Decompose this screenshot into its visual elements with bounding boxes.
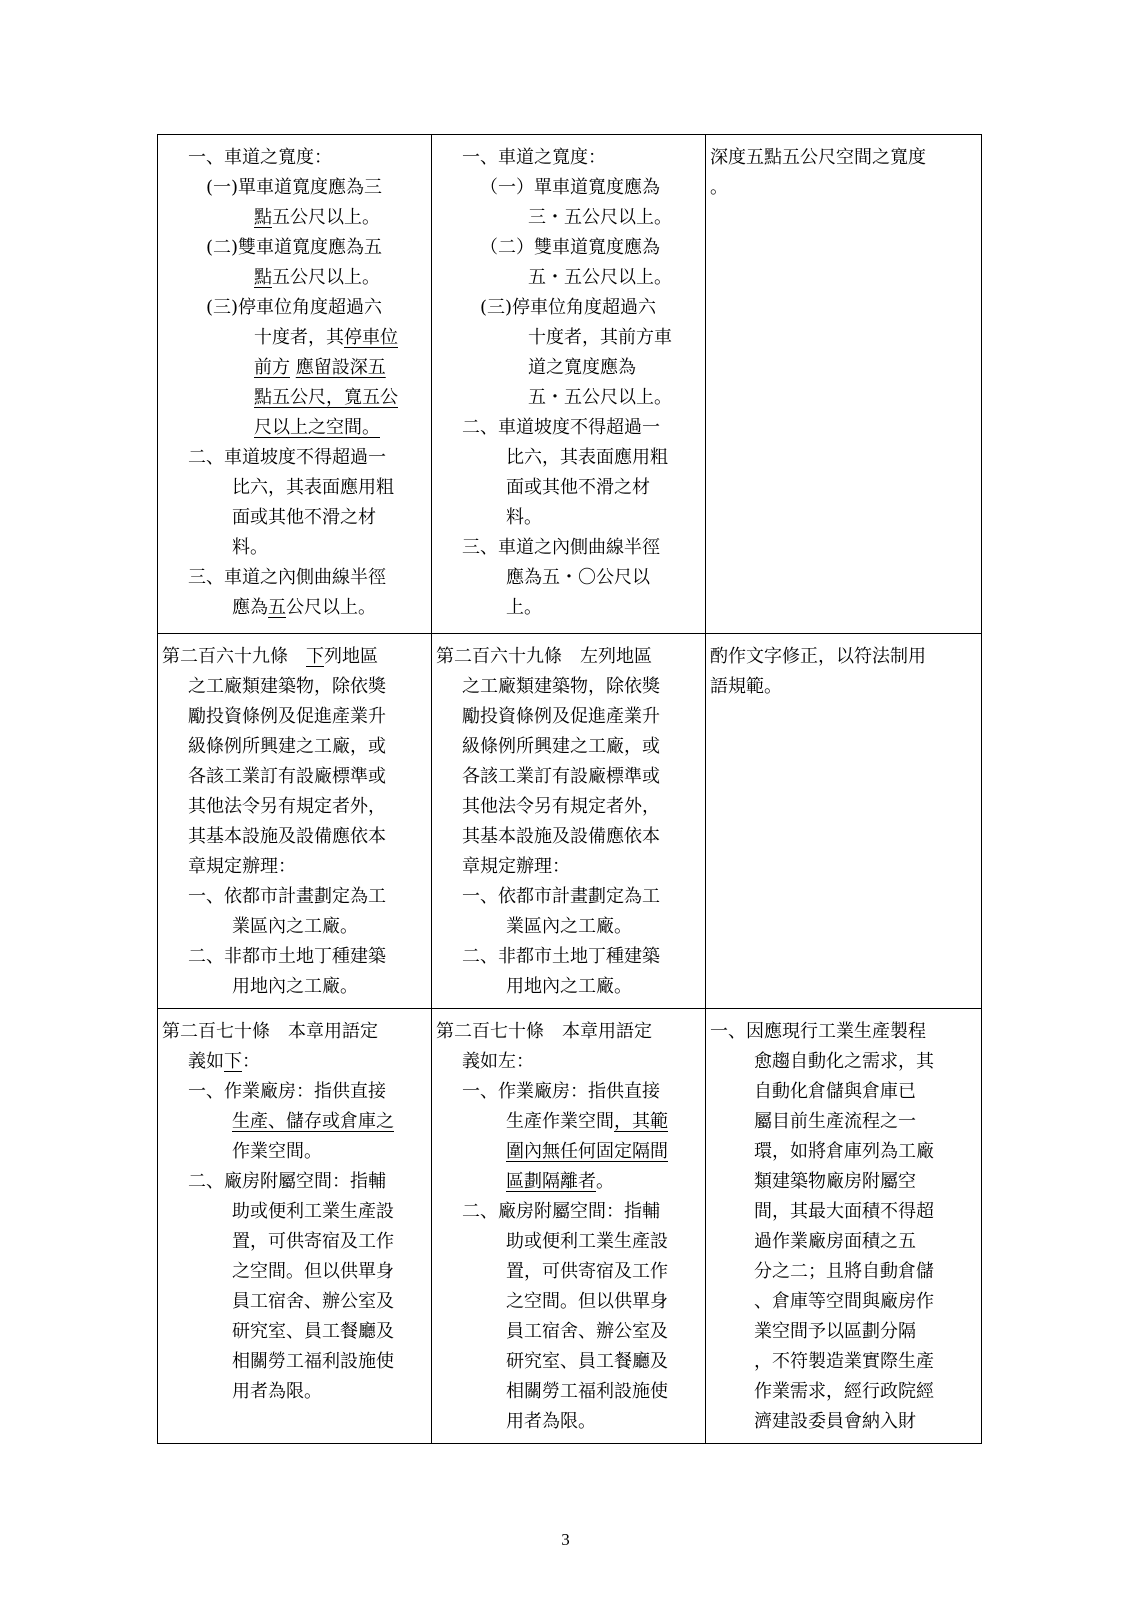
page-number: 3 (561, 1530, 570, 1549)
text-line (710, 1287, 977, 1317)
text-line (436, 203, 701, 233)
text-line (162, 1077, 427, 1107)
text-segment: (三)停車位角度超過六 (206, 297, 383, 318)
text-line (436, 672, 701, 702)
text-segment: 道之寬度應為 (528, 357, 636, 378)
text-segment: 五公尺以上。 (272, 267, 380, 288)
text-line (162, 173, 427, 203)
text-line (436, 1197, 701, 1227)
text-line (436, 143, 701, 173)
text-line (710, 1377, 977, 1407)
text-segment: 級條例所興建之工廠，或 (188, 736, 386, 757)
explanation-cell (706, 135, 982, 634)
text-segment: 其基本設施及設備應依本 (188, 826, 386, 847)
text-line (436, 233, 701, 263)
text-line (162, 143, 427, 173)
text-line (436, 293, 701, 323)
text-segment: 三・五公尺以上。 (528, 207, 672, 228)
text-line (710, 642, 977, 672)
text-segment: 一、車道之寬度： (188, 147, 332, 168)
text-segment: 一、依都市計畫劃定為工 (462, 886, 660, 907)
text-segment: 十度者，其 (254, 327, 344, 348)
text-line (162, 942, 427, 972)
text-line (436, 323, 701, 353)
text-line (436, 263, 701, 293)
text-line (436, 1137, 701, 1167)
text-segment: 二、廠房附屬空間：指輔 (462, 1201, 660, 1222)
text-line (436, 383, 701, 413)
text-line (162, 672, 427, 702)
text-line (162, 233, 427, 263)
text-line (710, 1197, 977, 1227)
text-segment: 章規定辦理： (188, 856, 296, 877)
text-segment: 生產作業空間 (506, 1111, 614, 1132)
text-line (162, 912, 427, 942)
text-line (436, 593, 701, 623)
text-segment: 濟建設委員會納入財 (754, 1411, 916, 1432)
text-line (436, 1047, 701, 1077)
text-segment: 過作業廠房面積之五 (754, 1231, 916, 1252)
text-line (436, 1077, 701, 1107)
text-segment: 研究室、員工餐廳及 (506, 1351, 668, 1372)
amended-text-cell (158, 1009, 432, 1444)
underlined-text: 點 (254, 207, 272, 228)
text-segment: 助或便利工業生產設 (506, 1231, 668, 1252)
underlined-text: 應留設深五 (295, 357, 386, 378)
text-line (162, 882, 427, 912)
table-row (158, 135, 982, 634)
text-line (710, 1317, 977, 1347)
text-line (710, 143, 977, 173)
text-segment: 業空間予以區劃分隔 (754, 1321, 916, 1342)
text-segment: 其他法令另有規定者外， (462, 796, 660, 817)
text-segment: 三、車道之內側曲線半徑 (462, 537, 660, 558)
underlined-text: 下 (224, 1051, 242, 1072)
text-segment: 章規定辦理： (462, 856, 570, 877)
text-segment: 料。 (506, 507, 542, 528)
text-line (162, 473, 427, 503)
comparison-table (157, 134, 982, 1444)
text-line (162, 593, 427, 623)
text-line (436, 1377, 701, 1407)
text-segment: 員工宿舍、辦公室及 (232, 1291, 394, 1312)
underlined-text: 五 (268, 597, 286, 618)
text-line (710, 1017, 977, 1047)
text-segment: 作業需求，經行政院經 (754, 1381, 934, 1402)
text-segment: 用地內之工廠。 (232, 976, 358, 997)
text-line (162, 533, 427, 563)
text-segment: 二、車道坡度不得超過一 (462, 417, 660, 438)
text-segment: 助或便利工業生產設 (232, 1201, 394, 1222)
text-segment: 語規範。 (710, 676, 782, 697)
text-segment: 級條例所興建之工廠，或 (462, 736, 660, 757)
text-segment: 業區內之工廠。 (232, 916, 358, 937)
text-segment: (一)單車道寬度應為三 (206, 177, 383, 198)
text-segment: (二)雙車道寬度應為五 (206, 237, 383, 258)
text-segment: 第二百六十九條 (162, 646, 306, 667)
text-line (710, 1107, 977, 1137)
text-segment: 之工廠類建築物，除依獎 (188, 676, 386, 697)
text-segment: 五・五公尺以上。 (528, 267, 672, 288)
text-segment: 之工廠類建築物，除依獎 (462, 676, 660, 697)
text-segment: 二、車道坡度不得超過一 (188, 447, 386, 468)
text-line (162, 762, 427, 792)
text-segment: 各該工業訂有設廠標準或 (462, 766, 660, 787)
text-line (162, 1107, 427, 1137)
text-segment: 作業空間。 (232, 1141, 322, 1162)
text-segment: 勵投資條例及促進產業升 (462, 706, 660, 727)
text-line (162, 792, 427, 822)
amended-text-cell (158, 634, 432, 1009)
text-segment: 、倉庫等空間與廠房作 (754, 1291, 934, 1312)
text-segment: 一、作業廠房：指供直接 (188, 1081, 386, 1102)
text-line (436, 822, 701, 852)
text-line (162, 1317, 427, 1347)
text-segment: 比六，其表面應用粗 (506, 447, 668, 468)
text-line (436, 762, 701, 792)
text-segment: 一、依都市計畫劃定為工 (188, 886, 386, 907)
text-segment: 面或其他不滑之材 (506, 477, 650, 498)
text-line (436, 1227, 701, 1257)
text-line (436, 852, 701, 882)
text-line (162, 203, 427, 233)
text-segment: 二、非都市土地丁種建築 (462, 946, 660, 967)
text-segment: 二、廠房附屬空間：指輔 (188, 1171, 386, 1192)
text-segment: 公尺以上。 (286, 597, 376, 618)
text-line (710, 1227, 977, 1257)
text-segment: 間，其最大面積不得超 (754, 1201, 934, 1222)
text-line (162, 1347, 427, 1377)
underlined-text: 生產 (232, 1111, 268, 1132)
text-segment: 。 (710, 177, 728, 198)
text-line (162, 263, 427, 293)
text-segment: 之空間。但以供單身 (232, 1261, 394, 1282)
text-line (710, 1047, 977, 1077)
table-row (158, 1009, 982, 1444)
text-segment: 自動化倉儲與倉庫已 (754, 1081, 916, 1102)
text-segment: 用者為限。 (506, 1411, 596, 1432)
text-line (162, 353, 427, 383)
text-line (162, 1017, 427, 1047)
text-segment: ： (242, 1051, 260, 1072)
text-line (710, 1257, 977, 1287)
explanation-cell (706, 1009, 982, 1444)
underlined-text: 下 (306, 646, 324, 667)
text-segment: 相關勞工福利設施使 (232, 1351, 394, 1372)
text-line (710, 672, 977, 702)
text-line (436, 1167, 701, 1197)
text-segment: 用者為限。 (232, 1381, 322, 1402)
text-line (162, 732, 427, 762)
text-line (162, 323, 427, 353)
text-line (162, 383, 427, 413)
text-line (436, 413, 701, 443)
underlined-text: 尺以上之空間。 (254, 417, 380, 438)
text-segment: 二、非都市土地丁種建築 (188, 946, 386, 967)
text-line (436, 533, 701, 563)
text-line (162, 1047, 427, 1077)
text-line (436, 1407, 701, 1437)
text-segment: 研究室、員工餐廳及 (232, 1321, 394, 1342)
text-line (436, 1017, 701, 1047)
text-line (436, 792, 701, 822)
text-segment: 其基本設施及設備應依本 (462, 826, 660, 847)
text-segment: 屬目前生產流程之一 (754, 1111, 916, 1132)
text-segment: 三、車道之內側曲線半徑 (188, 567, 386, 588)
text-line (436, 942, 701, 972)
text-segment: 分之二；且將自動倉儲 (754, 1261, 934, 1282)
text-line (162, 1287, 427, 1317)
text-line (436, 912, 701, 942)
text-line (436, 1287, 701, 1317)
text-segment: 類建築物廠房附屬空 (754, 1171, 916, 1192)
text-line (162, 972, 427, 1002)
text-segment: 用地內之工廠。 (506, 976, 632, 997)
text-line (162, 443, 427, 473)
text-line (710, 173, 977, 203)
original-text-cell (432, 135, 706, 634)
text-line (436, 473, 701, 503)
explanation-cell (706, 634, 982, 1009)
text-line (436, 173, 701, 203)
underlined-text: 停車位 (344, 327, 398, 348)
text-line (162, 702, 427, 732)
text-line (162, 852, 427, 882)
text-line (436, 1107, 701, 1137)
text-segment: 其他法令另有規定者外， (188, 796, 386, 817)
text-segment: 業區內之工廠。 (506, 916, 632, 937)
text-line (162, 413, 427, 443)
text-segment: 員工宿舍、辦公室及 (506, 1321, 668, 1342)
text-line (436, 882, 701, 912)
text-segment: 應為 (232, 597, 268, 618)
text-line (710, 1137, 977, 1167)
text-segment: 置，可供寄宿及工作 (232, 1231, 394, 1252)
text-segment: 十度者，其前方車 (528, 327, 672, 348)
text-line (710, 1347, 977, 1377)
underlined-text: 圍內無任何固定隔間 (506, 1141, 668, 1162)
text-segment: 環，如將倉庫列為工廠 (754, 1141, 934, 1162)
text-line (162, 563, 427, 593)
text-line (436, 972, 701, 1002)
underlined-text: 區劃隔離者 (506, 1171, 596, 1192)
text-line (162, 503, 427, 533)
text-segment: 勵投資條例及促進產業升 (188, 706, 386, 727)
text-segment: 深度五點五公尺空間之寬度 (710, 147, 926, 168)
text-segment: 酌作文字修正，以符法制用 (710, 646, 926, 667)
original-text-cell (432, 1009, 706, 1444)
text-line (710, 1407, 977, 1437)
text-line (436, 1257, 701, 1287)
text-line (162, 1227, 427, 1257)
underlined-text: 點 (254, 267, 272, 288)
text-segment: 五公尺以上。 (272, 207, 380, 228)
text-segment: 上。 (506, 597, 542, 618)
text-segment: (三)停車位角度超過六 (480, 297, 657, 318)
text-segment: 第二百七十條 本章用語定 (436, 1021, 652, 1042)
text-segment: 。 (596, 1171, 614, 1192)
text-segment: ，不符製造業實際生產 (754, 1351, 934, 1372)
text-segment: 愈趨自動化之需求，其 (754, 1051, 934, 1072)
text-line (162, 642, 427, 672)
original-text-cell (432, 634, 706, 1009)
underlined-text: 點五公尺，寬五公 (254, 387, 398, 408)
text-line (436, 702, 701, 732)
text-segment: 第二百七十條 本章用語定 (162, 1021, 378, 1042)
text-line (436, 642, 701, 672)
text-line (436, 353, 701, 383)
text-line (710, 1167, 977, 1197)
text-line (162, 293, 427, 323)
text-segment: 相關勞工福利設施使 (506, 1381, 668, 1402)
underlined-text: 、儲存或倉庫之 (268, 1111, 394, 1132)
text-line (162, 1377, 427, 1407)
text-line (162, 1257, 427, 1287)
amended-text-cell (158, 135, 432, 634)
text-line (436, 503, 701, 533)
text-line (162, 1197, 427, 1227)
underlined-text: ，其範 (614, 1111, 668, 1132)
text-segment: 一、車道之寬度： (462, 147, 606, 168)
text-line (436, 563, 701, 593)
text-segment: 之空間。但以供單身 (506, 1291, 668, 1312)
text-segment: 應為五・〇公尺以 (506, 567, 650, 588)
text-line (162, 1137, 427, 1167)
text-line (436, 732, 701, 762)
text-segment: 面或其他不滑之材 (232, 507, 376, 528)
text-segment: 一、因應現行工業生產製程 (710, 1021, 926, 1042)
text-line (162, 1167, 427, 1197)
underlined-text: 前方 (254, 357, 290, 378)
text-segment: 義如左： (462, 1051, 534, 1072)
text-segment: 一、作業廠房：指供直接 (462, 1081, 660, 1102)
text-segment: 五・五公尺以上。 (528, 387, 672, 408)
text-segment: 列地區 (324, 646, 378, 667)
table-row (158, 634, 982, 1009)
text-segment: （二）雙車道寬度應為 (480, 237, 660, 258)
text-segment: 第二百六十九條 左列地區 (436, 646, 652, 667)
text-line (436, 1317, 701, 1347)
text-segment: 料。 (232, 537, 268, 558)
text-line (162, 822, 427, 852)
text-line (710, 1077, 977, 1107)
text-segment: 各該工業訂有設廠標準或 (188, 766, 386, 787)
text-segment: 義如 (188, 1051, 224, 1072)
text-line (436, 443, 701, 473)
text-line (436, 1347, 701, 1377)
text-segment: （一）單車道寬度應為 (480, 177, 660, 198)
text-segment: 比六，其表面應用粗 (232, 477, 394, 498)
text-segment: 置，可供寄宿及工作 (506, 1261, 668, 1282)
